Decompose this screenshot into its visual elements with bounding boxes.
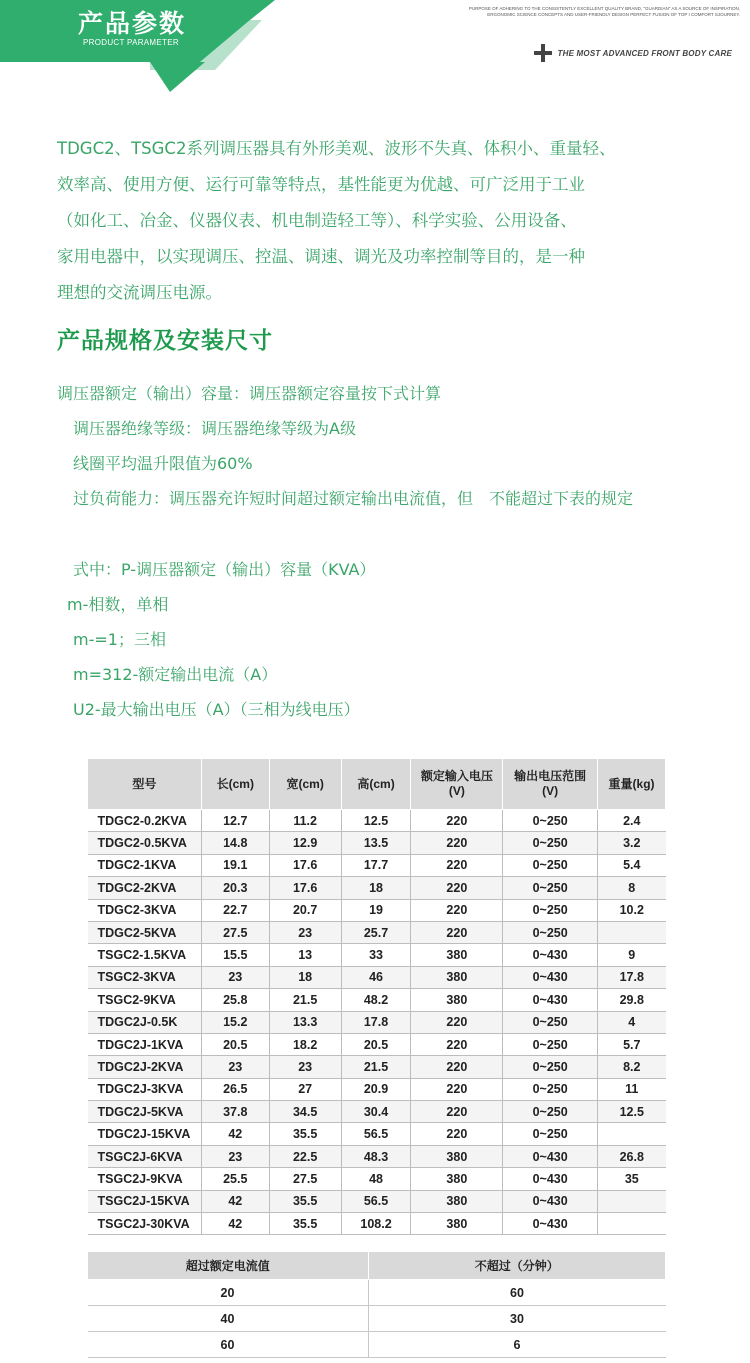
table-cell: 220 bbox=[411, 854, 503, 876]
spec-note: 线圈平均温升限值为60% bbox=[73, 454, 253, 473]
table-cell bbox=[598, 1123, 666, 1145]
table-cell: 380 bbox=[411, 989, 503, 1011]
table-cell: 8 bbox=[598, 877, 666, 899]
spec-note: 过负荷能力：调压器充许短时间超过额定输出电流值，但 不能超过下表的规定 bbox=[73, 489, 634, 508]
table-cell: TDGC2J-0.5K bbox=[88, 1011, 202, 1033]
table-cell: 35.5 bbox=[269, 1123, 341, 1145]
table-cell: 17.8 bbox=[341, 1011, 411, 1033]
table-cell: 0~430 bbox=[503, 1168, 598, 1190]
table-row bbox=[88, 1078, 666, 1100]
table-cell: 0~250 bbox=[503, 877, 598, 899]
tagline-line2: ERGONOMIC SCIENCE CONCEPTS AND USER-FRIENDLY DESIGN PERFECT FUSION OF TOP I COMFORT SJOURNEY. bbox=[487, 12, 740, 17]
table-cell: 0~430 bbox=[503, 944, 598, 966]
table-cell: 220 bbox=[411, 1033, 503, 1055]
table-cell: TDGC2-5KVA bbox=[88, 921, 202, 943]
table-row bbox=[88, 877, 666, 899]
spec-table bbox=[87, 758, 666, 1235]
table-cell: 20.5 bbox=[341, 1033, 411, 1055]
table-cell: 25.5 bbox=[201, 1168, 269, 1190]
table-cell: 12.9 bbox=[269, 832, 341, 854]
intro-line: 家用电器中，以实现调压、控温、调速、调光及功率控制等目的，是一种 bbox=[57, 247, 585, 266]
table-cell: 20 bbox=[88, 1280, 369, 1306]
table-cell: 0~430 bbox=[503, 1190, 598, 1212]
table-cell: 23 bbox=[201, 1056, 269, 1078]
table-cell: 220 bbox=[411, 1101, 503, 1123]
table-cell: 220 bbox=[411, 1011, 503, 1033]
column-header: 高(cm) bbox=[341, 759, 411, 810]
table-cell: 56.5 bbox=[341, 1190, 411, 1212]
table-row bbox=[88, 921, 666, 943]
overload-header-row bbox=[88, 1252, 666, 1280]
table-cell: 20.5 bbox=[201, 1033, 269, 1055]
table-cell: 4 bbox=[598, 1011, 666, 1033]
table-cell: 12.5 bbox=[341, 810, 411, 832]
table-cell: 35.5 bbox=[269, 1213, 341, 1235]
tagline-line1: PURPOSE OF ADHERING TO THE CONSISTENTLY EXCELLENT QUALITY BRAND, "GUARDIAN" AS A SOURCE OF INSPIRATION, bbox=[468, 6, 740, 11]
banner-title: 产品参数 bbox=[78, 9, 187, 38]
table-cell: 48.2 bbox=[341, 989, 411, 1011]
table-cell: 27.5 bbox=[201, 921, 269, 943]
table-row bbox=[88, 1306, 666, 1332]
table-cell: 23 bbox=[201, 966, 269, 988]
table-cell: 5.4 bbox=[598, 854, 666, 876]
table-cell: TDGC2-1KVA bbox=[88, 854, 202, 876]
table-cell: 17.6 bbox=[269, 877, 341, 899]
intro-line: （如化工、冶金、仪器仪表、机电制造轻工等）、科学实验、公用设备、 bbox=[57, 211, 577, 230]
table-cell: 60 bbox=[88, 1332, 369, 1358]
intro-paragraph bbox=[57, 131, 677, 311]
table-cell: 0~430 bbox=[503, 1145, 598, 1167]
table-row bbox=[88, 1101, 666, 1123]
intro-line: TDGC2、TSGC2系列调压器具有外形美观、波形不失真、体积小、重量轻、 bbox=[57, 139, 616, 158]
table-cell: 26.5 bbox=[201, 1078, 269, 1100]
table-cell: 18 bbox=[269, 966, 341, 988]
table-cell: 12.5 bbox=[598, 1101, 666, 1123]
table-cell: 220 bbox=[411, 921, 503, 943]
table-cell: 0~250 bbox=[503, 1033, 598, 1055]
table-cell: TDGC2-2KVA bbox=[88, 877, 202, 899]
table-row bbox=[88, 1123, 666, 1145]
column-header bbox=[411, 759, 503, 810]
table-cell: 56.5 bbox=[341, 1123, 411, 1145]
table-row bbox=[88, 1280, 666, 1306]
table-row bbox=[88, 1056, 666, 1078]
column-header: 超过额定电流值 bbox=[88, 1252, 369, 1280]
table-cell: 22.5 bbox=[269, 1145, 341, 1167]
table-cell: 35 bbox=[598, 1168, 666, 1190]
table-cell bbox=[598, 921, 666, 943]
spec-table-header-row bbox=[88, 759, 666, 810]
table-cell: 29.8 bbox=[598, 989, 666, 1011]
table-row bbox=[88, 1145, 666, 1167]
table-cell: 0~250 bbox=[503, 1011, 598, 1033]
brand-slogan bbox=[532, 42, 732, 64]
table-cell: 15.5 bbox=[201, 944, 269, 966]
table-row bbox=[88, 810, 666, 832]
table-row bbox=[88, 1168, 666, 1190]
table-cell: 380 bbox=[411, 1190, 503, 1212]
table-cell: 2.4 bbox=[598, 810, 666, 832]
table-cell: 13.3 bbox=[269, 1011, 341, 1033]
table-cell: 380 bbox=[411, 944, 503, 966]
table-cell: TSGC2-9KVA bbox=[88, 989, 202, 1011]
table-cell: 108.2 bbox=[341, 1213, 411, 1235]
table-cell: 0~250 bbox=[503, 899, 598, 921]
table-cell: 220 bbox=[411, 1078, 503, 1100]
table-cell: 13 bbox=[269, 944, 341, 966]
table-cell: 6 bbox=[368, 1332, 666, 1358]
header-unit: (V) bbox=[448, 784, 465, 798]
table-cell: 18.2 bbox=[269, 1033, 341, 1055]
table-cell bbox=[598, 1213, 666, 1235]
column-header: 型号 bbox=[88, 759, 202, 810]
header-line: 额定输入电压 bbox=[420, 769, 493, 783]
table-cell: 27 bbox=[269, 1078, 341, 1100]
table-cell: 27.5 bbox=[269, 1168, 341, 1190]
table-cell: 46 bbox=[341, 966, 411, 988]
table-cell: 0~250 bbox=[503, 832, 598, 854]
table-cell: 23 bbox=[201, 1145, 269, 1167]
banner-subtitle: PRODUCT PARAMETER bbox=[83, 38, 179, 47]
table-cell: 0~250 bbox=[503, 921, 598, 943]
table-cell: TDGC2J-2KVA bbox=[88, 1056, 202, 1078]
table-cell: 20.9 bbox=[341, 1078, 411, 1100]
table-cell: TSGC2J-6KVA bbox=[88, 1145, 202, 1167]
table-cell: 12.7 bbox=[201, 810, 269, 832]
table-cell: 34.5 bbox=[269, 1101, 341, 1123]
table-cell: TDGC2J-1KVA bbox=[88, 1033, 202, 1055]
header-tagline bbox=[430, 6, 740, 18]
table-cell: 22.7 bbox=[201, 899, 269, 921]
column-header: 宽(cm) bbox=[269, 759, 341, 810]
table-cell: 220 bbox=[411, 1123, 503, 1145]
table-cell: 48.3 bbox=[341, 1145, 411, 1167]
table-cell: 14.8 bbox=[201, 832, 269, 854]
table-cell: TDGC2-0.5KVA bbox=[88, 832, 202, 854]
table-cell: 23 bbox=[269, 921, 341, 943]
plus-icon bbox=[532, 42, 554, 64]
header-banner bbox=[0, 0, 275, 62]
table-cell: TDGC2J-3KVA bbox=[88, 1078, 202, 1100]
spec-note: m=312-额定输出电流（A） bbox=[73, 665, 278, 684]
spec-note: 式中：P-调压器额定（输出）容量（KVA） bbox=[73, 560, 376, 579]
table-cell: TDGC2J-15KVA bbox=[88, 1123, 202, 1145]
table-cell: 40 bbox=[88, 1306, 369, 1332]
header-unit: (V) bbox=[542, 784, 559, 798]
table-cell: 26.8 bbox=[598, 1145, 666, 1167]
table-cell: 11 bbox=[598, 1078, 666, 1100]
table-row bbox=[88, 1033, 666, 1055]
intro-line: 效率高、使用方便、运行可靠等特点，基性能更为优越、可广泛用于工业 bbox=[57, 175, 585, 194]
table-cell: 0~430 bbox=[503, 966, 598, 988]
table-cell: 380 bbox=[411, 1213, 503, 1235]
table-cell: 42 bbox=[201, 1213, 269, 1235]
table-cell: TDGC2J-5KVA bbox=[88, 1101, 202, 1123]
table-cell: 30.4 bbox=[341, 1101, 411, 1123]
table-cell: 220 bbox=[411, 877, 503, 899]
overload-table bbox=[87, 1251, 666, 1358]
column-header: 不超过（分钟） bbox=[368, 1252, 666, 1280]
table-cell: TSGC2-3KVA bbox=[88, 966, 202, 988]
table-row bbox=[88, 1332, 666, 1358]
table-cell: 0~250 bbox=[503, 854, 598, 876]
table-cell: TDGC2-3KVA bbox=[88, 899, 202, 921]
spec-note: 调压器绝缘等级：调压器绝缘等级为A级 bbox=[73, 419, 356, 438]
table-cell: 35.5 bbox=[269, 1190, 341, 1212]
intro-line: 理想的交流调压电源。 bbox=[57, 283, 222, 302]
table-cell: 220 bbox=[411, 899, 503, 921]
table-row bbox=[88, 899, 666, 921]
table-cell: TDGC2-0.2KVA bbox=[88, 810, 202, 832]
table-row bbox=[88, 1190, 666, 1212]
table-cell: 19 bbox=[341, 899, 411, 921]
table-cell: 0~250 bbox=[503, 1123, 598, 1145]
table-cell: 20.3 bbox=[201, 877, 269, 899]
table-cell: 48 bbox=[341, 1168, 411, 1190]
table-cell: 9 bbox=[598, 944, 666, 966]
table-cell: 220 bbox=[411, 810, 503, 832]
section-title: 产品规格及安装尺寸 bbox=[57, 328, 273, 354]
table-cell: 19.1 bbox=[201, 854, 269, 876]
column-header bbox=[503, 759, 598, 810]
spec-note: m-相数，单相 bbox=[67, 595, 169, 614]
table-cell: 21.5 bbox=[269, 989, 341, 1011]
table-row bbox=[88, 854, 666, 876]
table-cell: 17.6 bbox=[269, 854, 341, 876]
table-cell: 60 bbox=[368, 1280, 666, 1306]
table-cell: TSGC2J-15KVA bbox=[88, 1190, 202, 1212]
table-cell: 380 bbox=[411, 966, 503, 988]
table-row bbox=[88, 944, 666, 966]
table-cell: 5.7 bbox=[598, 1033, 666, 1055]
table-cell: 25.7 bbox=[341, 921, 411, 943]
table-row bbox=[88, 1213, 666, 1235]
table-cell: TSGC2J-30KVA bbox=[88, 1213, 202, 1235]
table-cell: 220 bbox=[411, 832, 503, 854]
table-row bbox=[88, 989, 666, 1011]
table-row bbox=[88, 966, 666, 988]
table-cell: 42 bbox=[201, 1123, 269, 1145]
table-cell: 0~250 bbox=[503, 1078, 598, 1100]
table-cell: 15.2 bbox=[201, 1011, 269, 1033]
table-cell: 0~430 bbox=[503, 989, 598, 1011]
table-cell: 380 bbox=[411, 1145, 503, 1167]
table-cell: 33 bbox=[341, 944, 411, 966]
table-cell: 21.5 bbox=[341, 1056, 411, 1078]
table-cell: 13.5 bbox=[341, 832, 411, 854]
table-cell bbox=[598, 1190, 666, 1212]
table-cell: 37.8 bbox=[201, 1101, 269, 1123]
brand-text: THE MOST ADVANCED FRONT BODY CARE bbox=[557, 48, 732, 58]
table-cell: 11.2 bbox=[269, 810, 341, 832]
column-header: 长(cm) bbox=[201, 759, 269, 810]
table-cell: 17.7 bbox=[341, 854, 411, 876]
table-cell: 8.2 bbox=[598, 1056, 666, 1078]
table-cell: 42 bbox=[201, 1190, 269, 1212]
table-cell: 0~250 bbox=[503, 1056, 598, 1078]
spec-note: 调压器额定（输出）容量：调压器额定容量按下式计算 bbox=[57, 384, 442, 403]
table-cell: 23 bbox=[269, 1056, 341, 1078]
table-row bbox=[88, 1011, 666, 1033]
table-cell: 20.7 bbox=[269, 899, 341, 921]
table-cell: 0~250 bbox=[503, 810, 598, 832]
table-cell: 380 bbox=[411, 1168, 503, 1190]
table-cell: TSGC2-1.5KVA bbox=[88, 944, 202, 966]
table-cell: 30 bbox=[368, 1306, 666, 1332]
table-cell: 18 bbox=[341, 877, 411, 899]
table-cell: 17.8 bbox=[598, 966, 666, 988]
spec-note: U2-最大输出电压（A）（三相为线电压） bbox=[73, 700, 360, 719]
table-cell: 0~430 bbox=[503, 1213, 598, 1235]
header-line: 输出电压范围 bbox=[514, 769, 587, 783]
spec-note: m-=1；三相 bbox=[73, 630, 166, 649]
column-header: 重量(kg) bbox=[598, 759, 666, 810]
table-cell: 25.8 bbox=[201, 989, 269, 1011]
table-cell: 220 bbox=[411, 1056, 503, 1078]
table-cell: 10.2 bbox=[598, 899, 666, 921]
table-cell: 0~250 bbox=[503, 1101, 598, 1123]
table-row bbox=[88, 832, 666, 854]
table-cell: TSGC2J-9KVA bbox=[88, 1168, 202, 1190]
table-cell: 3.2 bbox=[598, 832, 666, 854]
